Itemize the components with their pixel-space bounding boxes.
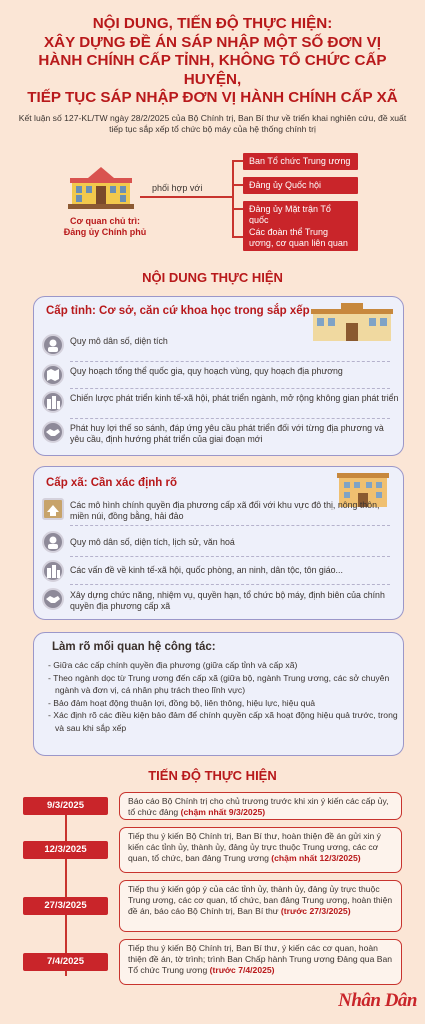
- commune-item-1: [42, 498, 397, 526]
- host-agency: [50, 216, 160, 238]
- list-item: - Xác định rõ các điều kiện bảo đảm để chính quyền cấp xã hoạt động hiệu quả trước, trong và sau khi sắp xếp: [48, 710, 398, 733]
- timeline-deadline: (trước 7/4/2025): [209, 965, 275, 975]
- divider: [70, 556, 390, 557]
- content-heading: NỘI DUNG THỰC HIỆN: [142, 270, 283, 285]
- connector-main: [140, 196, 232, 198]
- nhan-dan-logo: Nhân Dân: [338, 990, 417, 1011]
- org-ban-to-chuc: Ban Tổ chức Trung ương: [243, 153, 358, 170]
- commune-box: [33, 466, 404, 620]
- intro-text: Kết luận số 127-KL/TW ngày 28/2/2025 của Bộ Chính trị, Ban Bí thư về triển khai nghiên cứu, đề xuất tiếp tục sắp xếp tổ chức bộ máy của hệ thống chính trị: [18, 112, 407, 134]
- host-label: Cơ quan chủ trì:: [70, 216, 140, 226]
- org-mat-tran: Đảng ủy Mặt trận Tổ quốc: [243, 201, 358, 228]
- map-icon: [42, 364, 64, 386]
- province-item-4: [42, 421, 397, 449]
- commune-item-text: Xây dựng chức năng, nhiệm vụ, quyền hạn, tổ chức bộ máy, định biên của chính quyền địa phương cấp xã: [70, 590, 385, 611]
- host-name: Đảng ủy Chính phủ: [63, 227, 147, 237]
- connector-3: [232, 208, 243, 210]
- city-icon: [42, 391, 64, 413]
- handshake-icon: [42, 588, 64, 610]
- divider: [70, 525, 390, 526]
- timeline-date: 27/3/2025: [23, 897, 108, 915]
- timeline-line: [65, 804, 67, 976]
- timeline-entry-2: [119, 827, 402, 873]
- relation-label: phối hợp với: [152, 183, 203, 193]
- province-item-3: [42, 391, 397, 419]
- province-box: [33, 296, 404, 456]
- timeline-deadline: (chậm nhất 12/3/2025): [271, 853, 361, 863]
- timeline-entry-4: [119, 939, 402, 985]
- divider: [70, 361, 390, 362]
- title-line-3: HÀNH CHÍNH CẤP TỈNH, KHÔNG TỔ CHỨC CẤP HUYỆN,: [38, 52, 387, 88]
- province-title: Cấp tỉnh: Cơ sở, căn cứ khoa học trong sắp xếp: [46, 305, 310, 317]
- population-icon: [42, 334, 64, 356]
- connector-4: [232, 236, 243, 238]
- timeline-date: 7/4/2025: [23, 953, 108, 971]
- province-item-text: Chiến lược phát triển kinh tế-xã hội, phát triển ngành, mở rộng không gian phát triển: [70, 393, 399, 403]
- timeline-text: Tiếp thu ý kiến góp ý của các tỉnh ủy, thành ủy, đảng ủy trực thuộc Trung ương, các cơ quan, tổ chức, ban đảng Trung ương, hoàn thiện đề án, báo cáo Bộ Chính trị, Ban Bí thư: [128, 884, 393, 916]
- timeline-text: Tiếp thu ý kiến Bộ Chính trị, Ban Bí thư, ý kiến các cơ quan, hoàn thiện đề án, tờ trình; trình Ban Chấp hành Trung ương Đảng qua Ban Tổ chức Trung ương: [128, 943, 393, 975]
- province-item-text: Phát huy lợi thế so sánh, đáp ứng yêu cầu phát triển đối với từng địa phương và yêu cầu, định hướng phát triển của giai đoạn mới: [70, 423, 384, 444]
- handshake-icon: [42, 421, 64, 443]
- timeline-text: Báo cáo Bộ Chính trị cho chủ trương trước khi xin ý kiến các cấp ủy, tổ chức đảng: [128, 796, 389, 817]
- connector-2: [232, 184, 243, 186]
- province-item-1: [42, 334, 397, 362]
- page-title: [0, 0, 425, 108]
- divider: [70, 388, 390, 389]
- commune-title: Cấp xã: Cần xác định rõ: [46, 477, 178, 489]
- org-doan-the: Các đoàn thể Trung ương, cơ quan liên quan: [243, 224, 358, 251]
- list-item: - Giữa các cấp chính quyền địa phương (giữa cấp tỉnh và cấp xã): [48, 660, 298, 670]
- connector-1: [232, 160, 243, 162]
- timeline-deadline: (chậm nhất 9/3/2025): [180, 807, 266, 817]
- commune-item-4: [42, 588, 397, 616]
- government-building-icon: [66, 164, 136, 210]
- timeline-entry-1: [119, 792, 402, 820]
- cooperation-diagram: [0, 146, 425, 256]
- province-item-text: Quy mô dân số, diện tích: [70, 336, 168, 346]
- timeline-date: 9/3/2025: [23, 797, 108, 815]
- timeline-date: 12/3/2025: [23, 841, 108, 859]
- title-line-4: TIẾP TỤC SÁP NHẬP ĐƠN VỊ HÀNH CHÍNH CẤP XÃ: [27, 89, 398, 106]
- commune-item-text: Quy mô dân số, diện tích, lịch sử, văn hoá: [70, 537, 235, 547]
- commune-item-text: Các vấn đề về kinh tế-xã hội, quốc phòng, an ninh, dân tộc, tôn giáo...: [70, 565, 343, 575]
- list-item: - Theo ngành dọc từ Trung ương đến cấp xã (giữa bộ, ngành Trung ương, các sở chuyên ngành và đơn vị, cá nhân phụ trách theo lĩnh vực): [48, 672, 390, 696]
- connector-vertical: [232, 160, 234, 236]
- timeline-entry-3: [119, 880, 402, 932]
- title-line-2: XÂY DỰNG ĐỀ ÁN SÁP NHẬP MỘT SỐ ĐƠN VỊ: [44, 33, 381, 51]
- commune-item-2: [42, 531, 397, 559]
- timeline-deadline: (trước 27/3/2025): [280, 906, 351, 916]
- province-item-text: Quy hoạch tổng thể quốc gia, quy hoạch vùng, quy hoạch địa phương: [70, 366, 343, 376]
- divider: [70, 584, 390, 585]
- city-icon: [42, 560, 64, 582]
- list-item: - Bảo đảm hoạt động thuận lợi, đồng bộ, liên thông, hiệu lực, hiệu quả: [48, 697, 316, 708]
- timeline-text: Tiếp thu ý kiến Bộ Chính trị, Ban Bí thư, hoàn thiện đề án gửi xin ý kiến các tỉnh ủy, thành ủy, đảng ủy trực thuộc Trung ương, các cơ quan, tổ chức, ban đảng Trung ương: [128, 831, 381, 863]
- relations-title: Làm rõ mối quan hệ công tác:: [52, 641, 216, 653]
- population-icon: [42, 531, 64, 553]
- timeline-heading: TIẾN ĐỘ THỰC HIỆN: [148, 768, 277, 783]
- title-line-1: NỘI DUNG, TIẾN ĐỘ THỰC HIỆN:: [92, 15, 333, 32]
- org-dang-uy-quoc-hoi: Đảng ủy Quốc hội: [243, 177, 358, 194]
- relations-box: [33, 632, 404, 756]
- relations-list: [48, 659, 398, 735]
- village-map-icon: [42, 498, 64, 520]
- divider: [70, 418, 390, 419]
- commune-item-text: Các mô hình chính quyền địa phương cấp xã đối với khu vực đô thị, nông thôn, miền núi, đồng bằng, hải đảo: [70, 500, 380, 521]
